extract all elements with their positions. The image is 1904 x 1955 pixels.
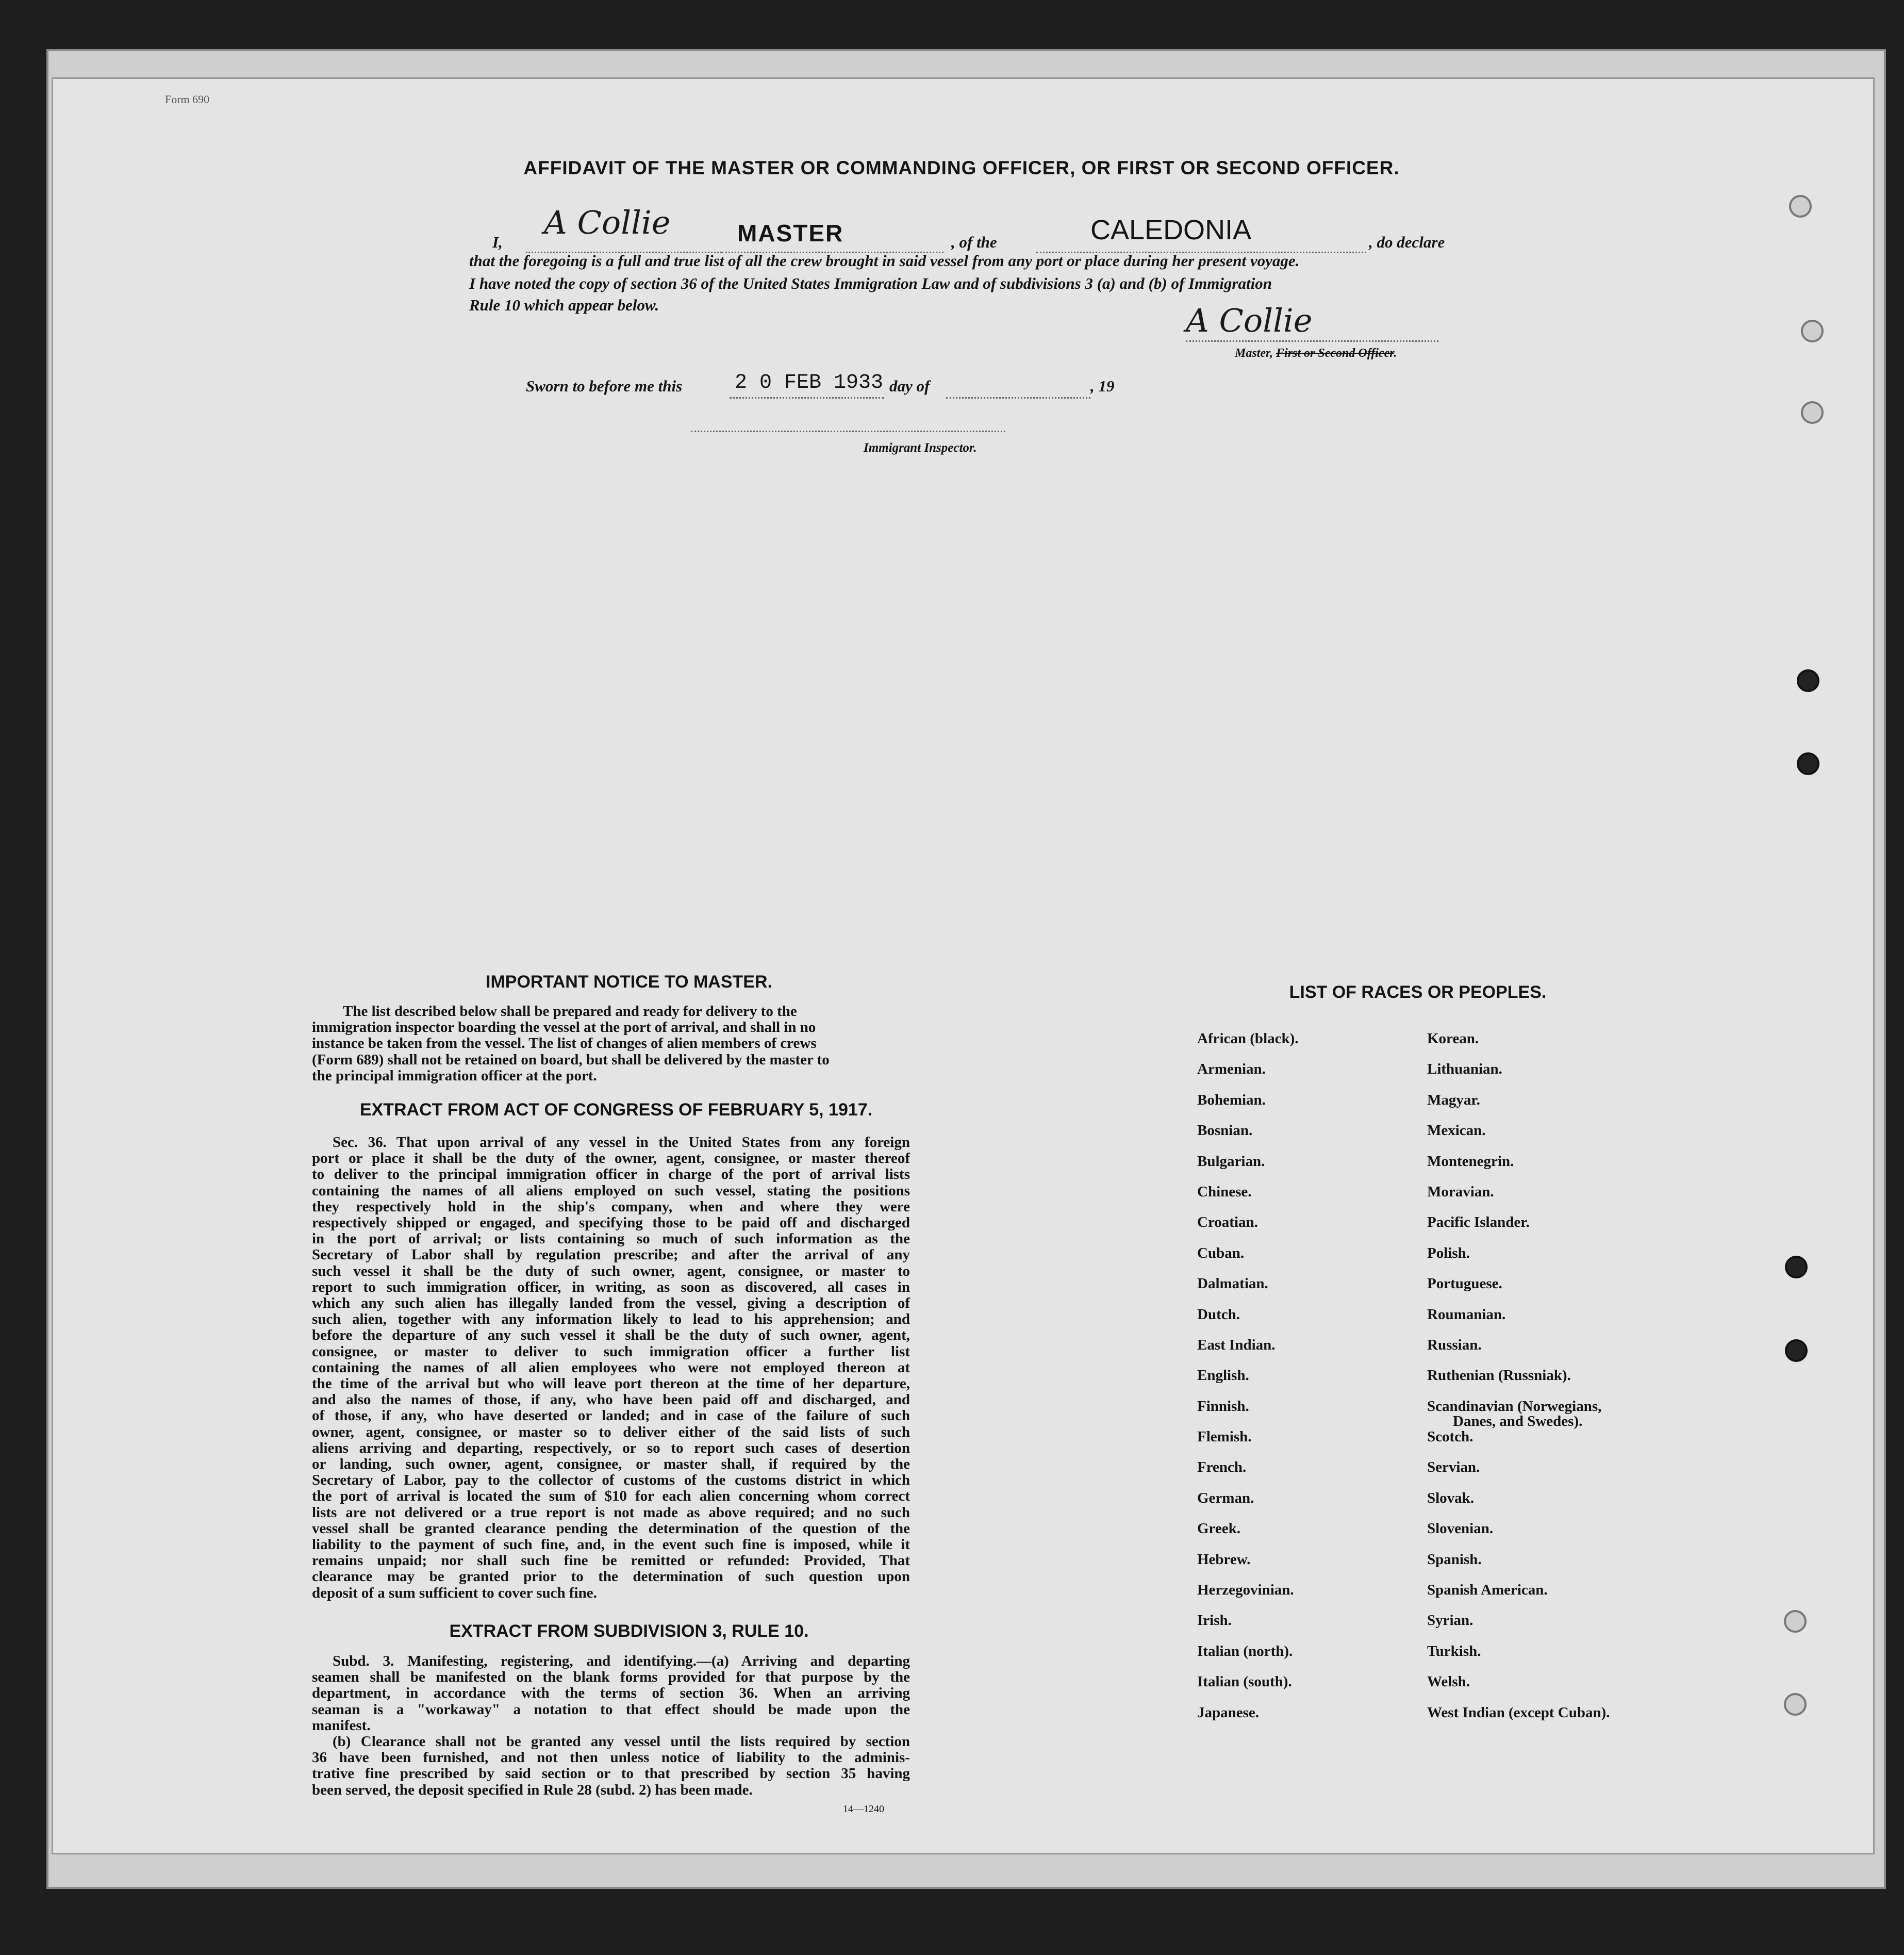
rank-field: MASTER bbox=[737, 220, 844, 247]
race-item: Hebrew. bbox=[1197, 1551, 1251, 1568]
signature-caption: Master, First or Second Officer. bbox=[1235, 347, 1397, 360]
print-code: 14—1240 bbox=[843, 1803, 884, 1815]
race-item: Greek. bbox=[1197, 1520, 1241, 1537]
text-line: which any such alien has illegally landed from the vessel, giving a description of bbox=[312, 1295, 910, 1312]
text-line: seaman is a "workaway" a notation to that effect should be made upon the bbox=[312, 1701, 910, 1718]
text-line: consignee, or master to deliver to such immigration officer a further list bbox=[312, 1343, 910, 1360]
race-item: Chinese. bbox=[1197, 1183, 1252, 1200]
race-item: Italian (south). bbox=[1197, 1673, 1292, 1690]
race-item: Scotch. bbox=[1427, 1428, 1473, 1445]
punch-hole bbox=[1785, 1339, 1808, 1362]
race-item: German. bbox=[1197, 1489, 1254, 1506]
text-line: containing the names of all alien employees who were not employed thereon at bbox=[312, 1359, 910, 1376]
race-item: Lithuanian. bbox=[1427, 1061, 1502, 1078]
text-line: of those, if any, who have deserted or landed; and in case of the failure of such bbox=[312, 1407, 910, 1424]
race-item: Armenian. bbox=[1197, 1061, 1266, 1078]
race-item: Italian (north). bbox=[1197, 1642, 1293, 1660]
race-item: Dalmatian. bbox=[1197, 1275, 1268, 1292]
notice-title: IMPORTANT NOTICE TO MASTER. bbox=[486, 972, 772, 992]
text-line: Secretary of Labor shall by regulation prescribe; and after the arrival of any bbox=[312, 1246, 910, 1263]
race-item: Flemish. bbox=[1197, 1428, 1252, 1445]
text-line: remains unpaid; nor shall such fine be remitted or refunded: Provided, That bbox=[312, 1552, 910, 1569]
text-line: the port of arrival is located the sum of $10 for each alien concerning whom correct bbox=[312, 1488, 910, 1505]
punch-hole bbox=[1784, 1693, 1807, 1716]
text-line: Subd. 3. Manifesting, registering, and identifying.—(a) Arriving and departing bbox=[333, 1653, 910, 1669]
race-item: Slovenian. bbox=[1427, 1520, 1494, 1537]
race-item: West Indian (except Cuban). bbox=[1427, 1704, 1610, 1721]
text-line: 36 have been furnished, and not then unless notice of liability to the adminis- bbox=[312, 1749, 910, 1766]
text-line: aliens arriving and departing, respectively, or so to report such cases of desertion bbox=[312, 1439, 910, 1456]
day-of-label: day of bbox=[889, 377, 930, 395]
punch-hole bbox=[1801, 401, 1824, 424]
text-line: trative fine prescribed by said section or to that prescribed by section 35 having bbox=[312, 1765, 910, 1782]
text-line: such vessel it shall be the duty of such owner, agent, consignee, or master to bbox=[312, 1262, 910, 1279]
text-line: (b) Clearance shall not be granted any vessel until the lists required by section bbox=[333, 1733, 910, 1750]
race-item: Pacific Islander. bbox=[1427, 1214, 1530, 1231]
text-line: clearance may be granted prior to the determination of such question upon bbox=[312, 1568, 910, 1585]
race-item: Bulgarian. bbox=[1197, 1153, 1265, 1170]
day-line bbox=[730, 397, 884, 399]
races-left-column bbox=[1197, 1030, 1299, 1735]
affidavit-prefix: I, bbox=[492, 233, 503, 251]
text-line: manifest. bbox=[312, 1717, 371, 1734]
text-line: vessel shall be granted clearance pending the determination of the question of the bbox=[312, 1520, 910, 1537]
race-item: Russian. bbox=[1427, 1336, 1482, 1353]
affidavit-line-3: I have noted the copy of section 36 of the United States Immigration Law and of subdivisions 3 (a) and (b) of Immigration bbox=[469, 274, 1272, 292]
race-item: Moravian. bbox=[1427, 1183, 1494, 1200]
race-item: Irish. bbox=[1197, 1612, 1232, 1629]
notice-line: (Form 689) shall not be retained on board, but shall be delivered by the master to bbox=[312, 1051, 830, 1068]
race-item: Spanish American. bbox=[1427, 1582, 1548, 1599]
act-title: EXTRACT FROM ACT OF CONGRESS OF FEBRUARY 5, 1917. bbox=[359, 1100, 873, 1120]
of-the-label: , of the bbox=[951, 233, 997, 251]
race-item: Bohemian. bbox=[1197, 1091, 1266, 1108]
race-item: Korean. bbox=[1427, 1030, 1479, 1047]
text-line: been served, the deposit specified in Rule 28 (subd. 2) has been made. bbox=[312, 1781, 753, 1798]
race-item: East Indian. bbox=[1197, 1336, 1276, 1353]
race-item: Spanish. bbox=[1427, 1551, 1482, 1568]
text-line: before the departure of any such vessel it shall be the duty of such owner, agent, bbox=[312, 1327, 910, 1344]
notice-line: immigration inspector boarding the vessel at the port of arrival, and shall in no bbox=[312, 1019, 816, 1036]
race-item: Roumanian. bbox=[1427, 1306, 1506, 1323]
punch-hole bbox=[1784, 1610, 1807, 1633]
text-line: they respectively hold in the ship's company, when and where they were bbox=[312, 1198, 910, 1215]
race-item: Mexican. bbox=[1427, 1122, 1486, 1139]
text-line: department, in accordance with the terms of section 36. When an arriving bbox=[312, 1685, 910, 1702]
text-line: or landing, such owner, agent, consignee, or master shall, if required by the bbox=[312, 1456, 910, 1473]
rule-title: EXTRACT FROM SUBDIVISION 3, RULE 10. bbox=[449, 1621, 809, 1641]
race-item: African (black). bbox=[1197, 1030, 1299, 1047]
text-line: such alien, together with any information likely to lead to his apprehension; and bbox=[312, 1311, 910, 1328]
races-right-column bbox=[1427, 1030, 1610, 1735]
punch-hole bbox=[1801, 320, 1824, 342]
text-line: in the port of arrival; or lists containing so much of such information as the bbox=[312, 1230, 910, 1247]
race-item: French. bbox=[1197, 1459, 1247, 1476]
year-label: , 19 bbox=[1090, 377, 1115, 395]
text-line: liability to the payment of such fine, and, in the event such fine is imposed, while it bbox=[312, 1536, 910, 1553]
inspector-line bbox=[691, 431, 1005, 432]
races-title: LIST OF RACES OR PEOPLES. bbox=[1289, 982, 1547, 1002]
race-item: Portuguese. bbox=[1427, 1275, 1502, 1292]
punch-hole bbox=[1797, 669, 1819, 692]
race-item: Turkish. bbox=[1427, 1642, 1481, 1660]
text-line: the time of the arrival but who will leave port thereon at the time of her departure, bbox=[312, 1375, 910, 1392]
signature-line bbox=[1186, 340, 1438, 342]
race-item: Croatian. bbox=[1197, 1214, 1258, 1231]
race-item: Polish. bbox=[1427, 1244, 1470, 1261]
month-line bbox=[946, 397, 1090, 399]
text-line: respectively shipped or engaged, and specifying those to be paid off and discharged bbox=[312, 1214, 910, 1231]
date-stamp: 2 0 FEB 1933 bbox=[735, 371, 884, 395]
race-item: Magyar. bbox=[1427, 1091, 1480, 1108]
race-item: Cuban. bbox=[1197, 1244, 1245, 1261]
do-declare-label: , do declare bbox=[1369, 233, 1445, 251]
race-item: Montenegrin. bbox=[1427, 1153, 1514, 1170]
rule-text bbox=[312, 1653, 910, 1798]
notice-text bbox=[312, 1004, 910, 1084]
punch-hole bbox=[1785, 1256, 1808, 1278]
affidavit-heading: AFFIDAVIT OF THE MASTER OR COMMANDING OFFICER, OR FIRST OR SECOND OFFICER. bbox=[523, 157, 1400, 178]
text-line: lists are not delivered or a true report is not made as above required; and no such bbox=[312, 1504, 910, 1521]
punch-hole bbox=[1789, 195, 1812, 218]
affidavit-line-2: that the foregoing is a full and true list of all the crew brought in said vessel from any port or place during her present voyage. bbox=[469, 252, 1300, 270]
master-signature: A Collie bbox=[1186, 302, 1313, 339]
punch-hole bbox=[1797, 752, 1819, 775]
inspector-label: Immigrant Inspector. bbox=[864, 441, 977, 455]
notice-line: The list described below shall be prepared and ready for delivery to the bbox=[343, 1003, 797, 1020]
race-item: Welsh. bbox=[1427, 1673, 1470, 1690]
text-line: and also the names of those, if any, who have been paid off and discharged, and bbox=[312, 1391, 910, 1408]
text-line: report to such immigration officer, in writing, as soon as discovered, all cases in bbox=[312, 1278, 910, 1295]
form-number: Form 690 bbox=[165, 93, 210, 106]
race-item: Finnish. bbox=[1197, 1398, 1249, 1415]
text-line: to deliver to the principal immigration officer in charge of the port of arrival lists bbox=[312, 1166, 910, 1183]
race-item: Bosnian. bbox=[1197, 1122, 1253, 1139]
notice-line: instance be taken from the vessel. The list of changes of alien members of crews bbox=[312, 1035, 817, 1052]
race-item: Dutch. bbox=[1197, 1306, 1240, 1323]
affidavit-line-4: Rule 10 which appear below. bbox=[469, 296, 659, 314]
race-item: Ruthenian (Russniak). bbox=[1427, 1367, 1571, 1384]
text-line: seamen shall be manifested on the blank forms provided for that purpose by the bbox=[312, 1669, 910, 1686]
race-item: Servian. bbox=[1427, 1459, 1480, 1476]
race-item: Japanese. bbox=[1197, 1704, 1260, 1721]
race-item: Slovak. bbox=[1427, 1489, 1475, 1506]
race-item: English. bbox=[1197, 1367, 1249, 1384]
race-item: Herzegovinian. bbox=[1197, 1582, 1294, 1599]
race-item: Scandinavian (Norwegians, bbox=[1427, 1398, 1602, 1415]
notice-line: the principal immigration officer at the port. bbox=[312, 1067, 597, 1084]
race-item: Syrian. bbox=[1427, 1612, 1473, 1629]
name-signature: A Collie bbox=[544, 204, 671, 241]
sworn-label: Sworn to before me this bbox=[526, 377, 683, 395]
text-line: owner, agent, consignee, or master so to deliver either of the said lists of such bbox=[312, 1423, 910, 1440]
race-item-continued: Danes, and Swedes). bbox=[1453, 1412, 1583, 1430]
text-line: port or place it shall be the duty of the owner, agent, consignee, or master thereof bbox=[312, 1150, 910, 1167]
act-text bbox=[312, 1135, 910, 1601]
vessel-name: CALEDONIA bbox=[1090, 215, 1252, 245]
text-line: deposit of a sum sufficient to cover such fine. bbox=[312, 1584, 597, 1601]
text-line: Secretary of Labor, pay to the collector of customs of the customs district in which bbox=[312, 1472, 910, 1489]
text-line: Sec. 36. That upon arrival of any vessel in the United States from any foreign bbox=[333, 1134, 910, 1151]
text-line: containing the names of all aliens employed on such vessel, stating the positions bbox=[312, 1182, 910, 1199]
